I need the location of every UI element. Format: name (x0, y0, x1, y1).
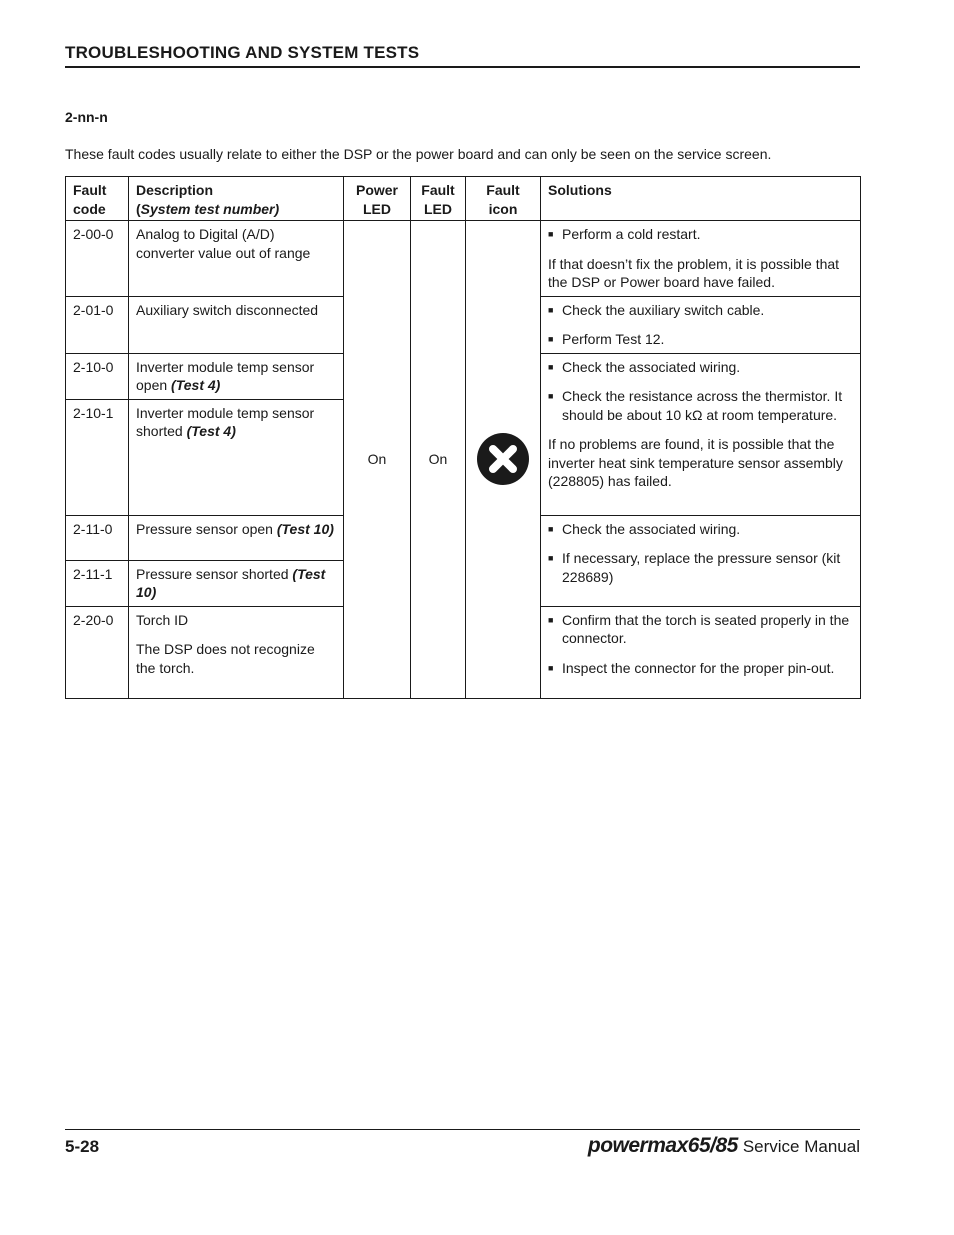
fault-code-cell: 2-01-0 (66, 296, 129, 353)
page-number: 5-28 (65, 1137, 100, 1156)
footer-divider (65, 1129, 860, 1130)
solution-note: If that doesn’t fix the problem, it is possible that the DSP or Power board have failed. (548, 255, 840, 290)
solution-cell (541, 353, 861, 515)
fault-code-cell: 2-00-0 (66, 221, 129, 297)
solution-bullet: ■ Check the associated wiring. (548, 520, 741, 537)
fault-x-icon (476, 432, 530, 486)
solution-cell (541, 515, 861, 606)
section-code: 2-nn-n (65, 109, 108, 125)
bullet-icon: ■ (548, 334, 554, 344)
description-cell: Analog to Digital (A/D) converter value out of range (129, 221, 344, 297)
header-power-led: Power LED (344, 177, 411, 221)
solution-bullet: ■ Check the resistance across the thermistor. It should be about 10 kΩ at room temperature. (548, 388, 843, 423)
footer-brand (588, 1134, 860, 1158)
power-led-cell: On (344, 221, 411, 699)
header-fault-icon: Fault icon (466, 177, 541, 221)
description-cell: Torch ID The DSP does not recognize the torch. (129, 606, 344, 698)
bullet-icon: ■ (548, 391, 554, 401)
fault-icon-cell (466, 221, 541, 699)
solution-bullet: ■ Check the auxiliary switch cable. (548, 301, 765, 318)
solution-cell (541, 296, 861, 353)
fault-code-cell: 2-10-1 (66, 399, 129, 515)
description-cell: Inverter module temp sensor shorted (Test 4) (129, 399, 344, 515)
solution-bullet: ■ Inspect the connector for the proper pin-out. (548, 659, 835, 676)
brand-logo-text: powermax65/85 (587, 1134, 738, 1157)
description-cell: Auxiliary switch disconnected (129, 296, 344, 353)
fault-code-cell: 2-20-0 (66, 606, 129, 698)
header-fault-led: Fault LED (411, 177, 466, 221)
solution-cell (541, 221, 861, 297)
solution-bullet: ■ Check the associated wiring. (548, 358, 741, 375)
fault-code-cell: 2-11-0 (66, 515, 129, 560)
fault-code-table (65, 176, 861, 699)
description-cell: Pressure sensor shorted (Test 10) (129, 560, 344, 606)
solution-bullet: ■ Confirm that the torch is seated properly in the connector. (548, 611, 850, 646)
bullet-icon: ■ (548, 361, 554, 372)
bullet-icon: ■ (548, 614, 554, 625)
bullet-icon: ■ (548, 229, 554, 239)
header-solutions: Solutions (541, 177, 861, 221)
bullet-icon: ■ (548, 523, 554, 534)
bullet-icon: ■ (548, 662, 554, 673)
fault-led-cell: On (411, 221, 466, 699)
fault-code-cell: 2-11-1 (66, 560, 129, 606)
bullet-icon: ■ (548, 553, 554, 563)
manual-label: Service Manual (742, 1137, 860, 1156)
table-row (66, 221, 861, 297)
description-cell: Pressure sensor open (Test 10) (129, 515, 344, 560)
page-header-title: TROUBLESHOOTING AND SYSTEM TESTS (65, 43, 860, 68)
header-fault-code: Fault code (66, 177, 129, 221)
intro-paragraph: These fault codes usually relate to either the DSP or the power board and can only be seen on the service screen. (65, 146, 772, 162)
solution-bullet: ■ Perform a cold restart. (548, 226, 701, 242)
solution-cell (541, 606, 861, 698)
bullet-icon: ■ (548, 304, 554, 315)
table-header-row (66, 177, 861, 221)
header-description: Description (System test number) (129, 177, 344, 221)
description-cell: Inverter module temp sensor open (Test 4) (129, 353, 344, 399)
solution-bullet: ■ Perform Test 12. (548, 331, 665, 347)
fault-code-cell: 2-10-0 (66, 353, 129, 399)
solution-bullet: ■ If necessary, replace the pressure sensor (kit 228689) (548, 550, 841, 585)
solution-note: If no problems are found, it is possible that the inverter heat sink temperature sensor assembly (228805) has failed. (548, 436, 843, 489)
